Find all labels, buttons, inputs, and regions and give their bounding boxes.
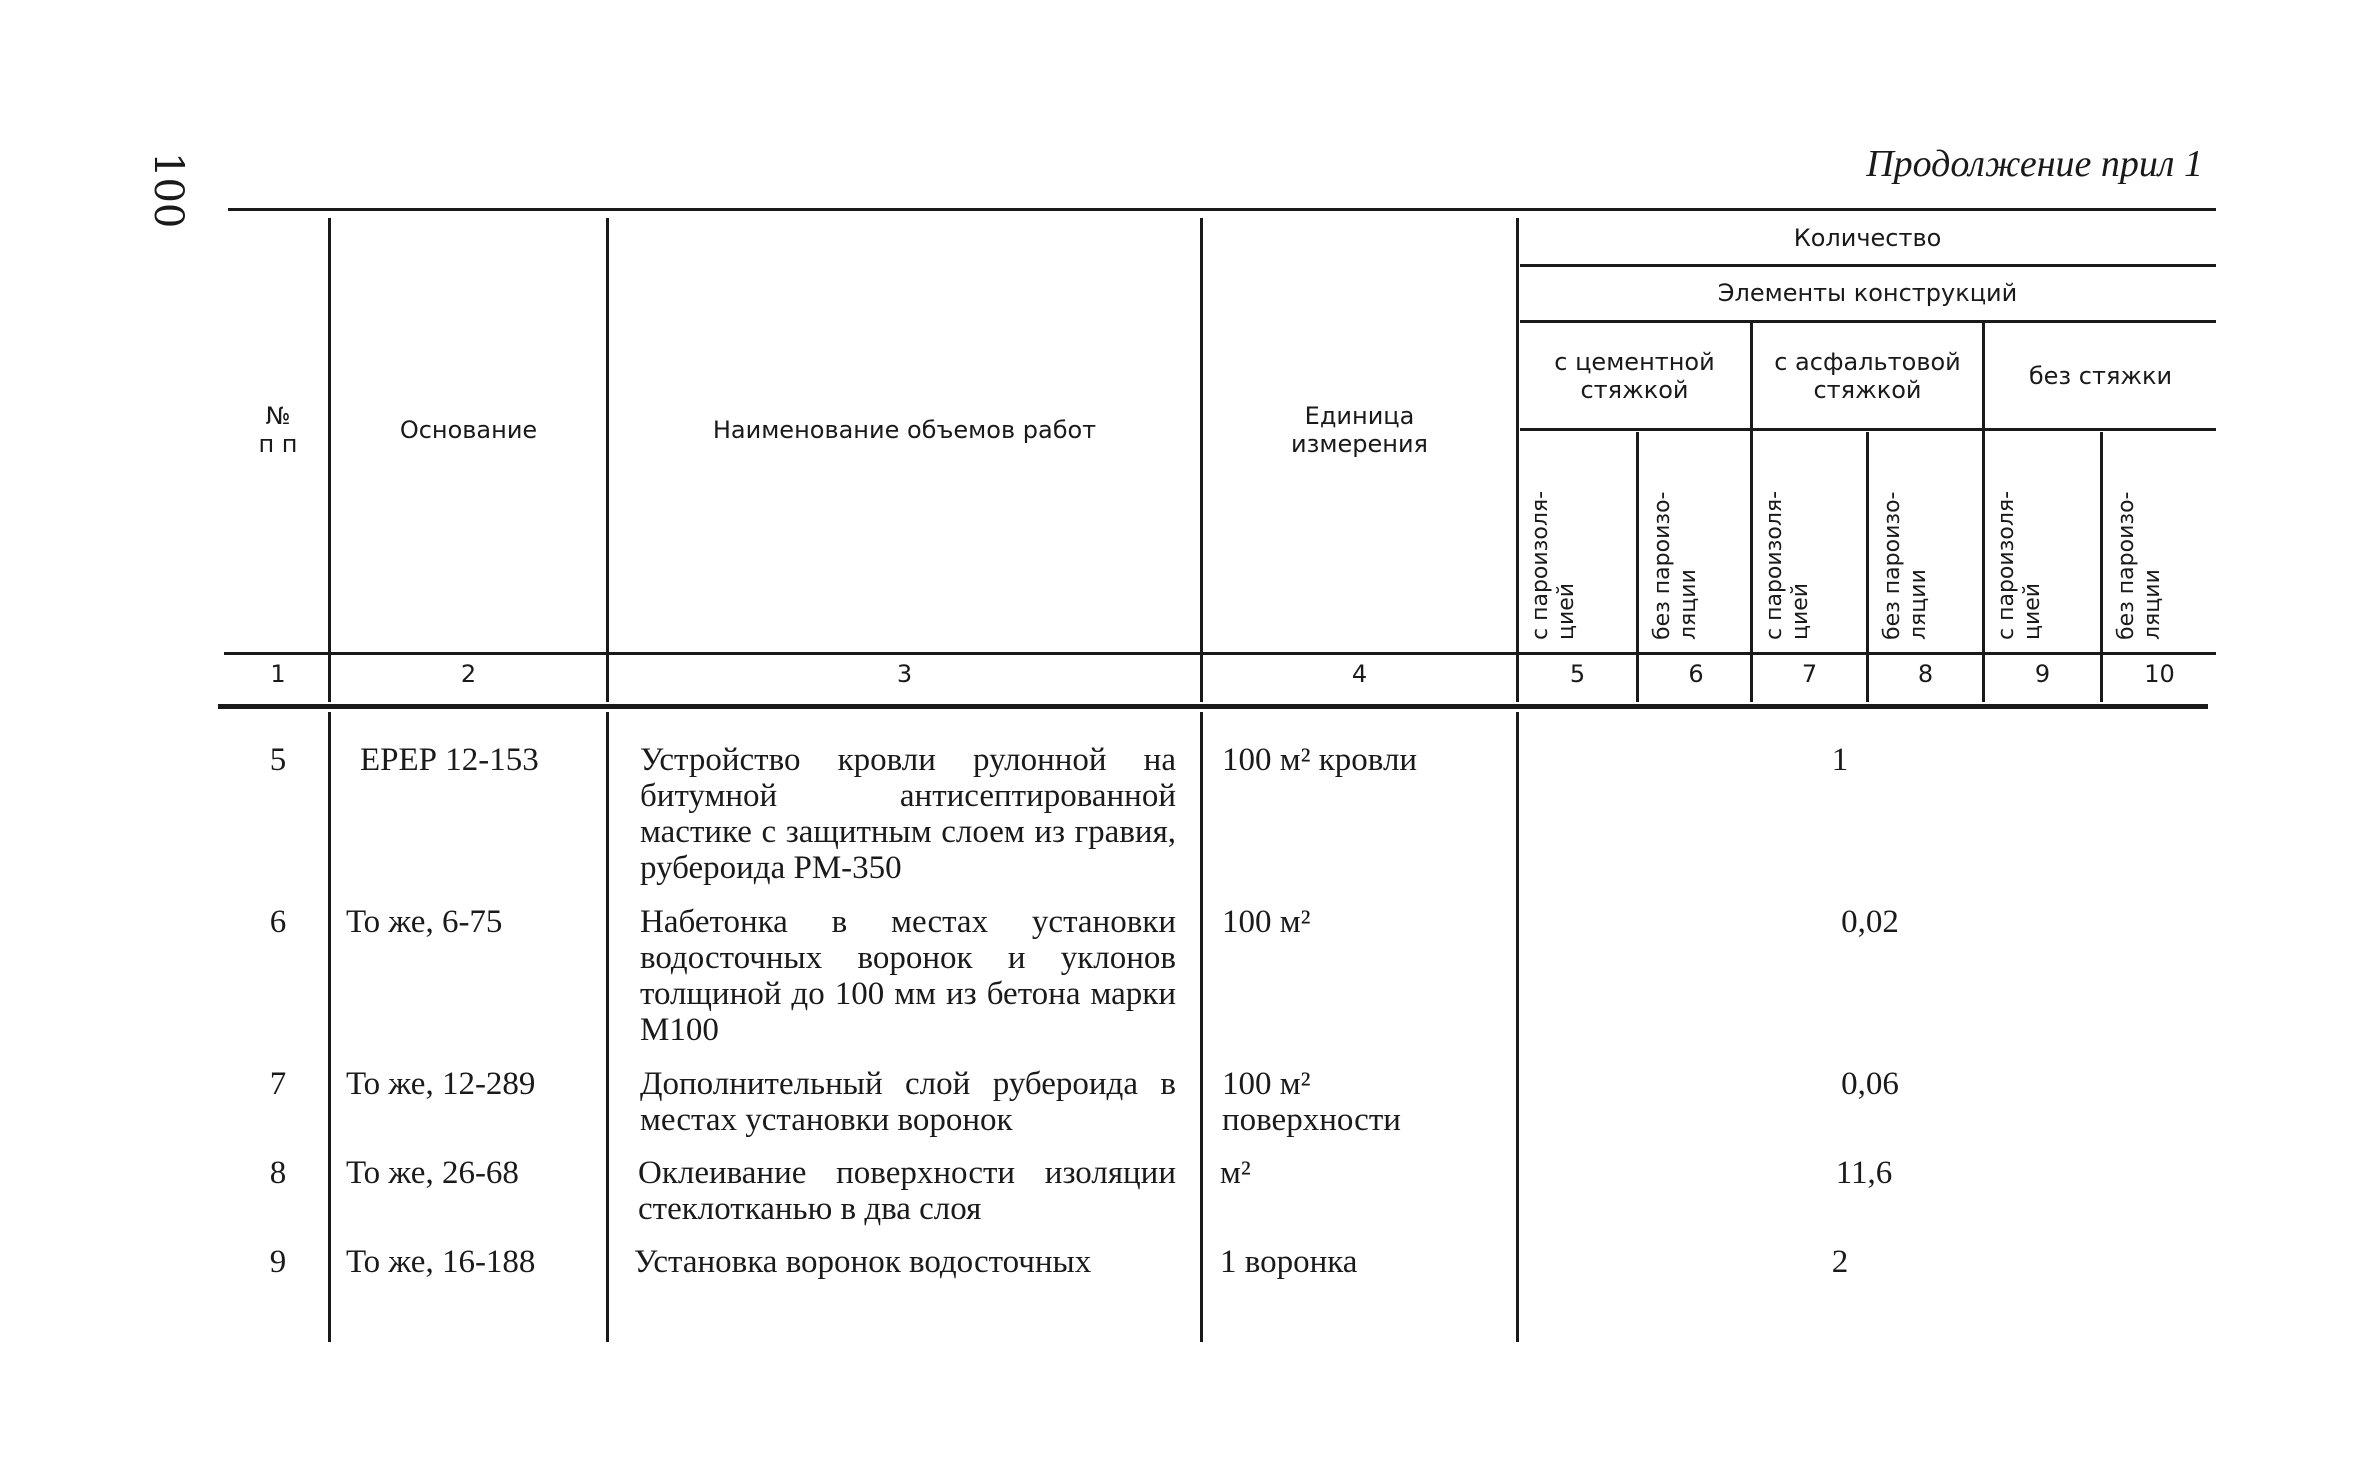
row-7-num: 7 <box>269 1066 287 1102</box>
body-divider-1 <box>328 712 331 1342</box>
colnum-8: 8 <box>1917 660 1934 688</box>
row-9-num: 9 <box>269 1244 287 1280</box>
row-7-basis: То же, 12-289 <box>346 1066 536 1102</box>
body-divider-3 <box>1200 712 1203 1342</box>
row-8-num: 8 <box>269 1155 287 1191</box>
elements-rule <box>1520 320 2216 323</box>
colnum-3: 3 <box>896 660 913 688</box>
header-group-asphalt: с асфальтовой стяжкой <box>1774 348 1961 404</box>
row-5-work: Устройство кровли рулонной на битумной антисептированной мастике с защитным слоем из гравия, рубероида РМ-350 <box>640 742 1176 886</box>
colnum-6: 6 <box>1688 660 1704 688</box>
row-6-basis: То же, 6-75 <box>346 904 503 940</box>
table-top-rule <box>228 208 2216 211</box>
header-bottom-rule <box>224 652 2216 655</box>
colnum-7: 7 <box>1801 660 1818 688</box>
header-work-name: Наименование объемов работ <box>712 416 1097 444</box>
row-7-unit: 100 м² поверхности <box>1222 1066 1401 1138</box>
row-6-work: Набетонка в местах установки водосточных воронок и уклонов толщиной до 100 мм из бетона марки М100 <box>640 904 1176 1048</box>
row-7-qty: 0,06 <box>1841 1066 1899 1102</box>
subheader-6: без пароизо- ляции <box>1650 491 1701 640</box>
row-5-basis: ЕРЕР 12-153 <box>360 742 539 778</box>
row-8-work: Оклеивание поверхности изоляции стеклотканью в два слоя <box>638 1155 1176 1227</box>
subheader-8: без пароизо- ляции <box>1880 491 1931 640</box>
header-basis: Основание <box>399 416 538 444</box>
row-8-basis: То же, 26-68 <box>346 1155 519 1191</box>
row-7-work: Дополнительный слой рубероида в местах установки воронок <box>640 1066 1176 1138</box>
colnum-9: 9 <box>2034 660 2051 688</box>
row-9-unit: 1 воронка <box>1220 1244 1358 1280</box>
row-9-work: Установка воронок водосточных <box>634 1244 1092 1280</box>
header-group-none: без стяжки <box>2028 362 2173 390</box>
header-unit: Единица измерения <box>1291 402 1428 458</box>
header-elements: Элементы конструкций <box>1717 279 2018 307</box>
row-6-num: 6 <box>269 904 287 940</box>
header-num: № п п <box>258 402 298 458</box>
colnum-4: 4 <box>1351 660 1368 688</box>
subheader-9: с пароизоля- цией <box>1994 490 2045 640</box>
row-6-qty: 0,02 <box>1841 904 1899 940</box>
groups-rule <box>1520 428 2216 431</box>
row-9-qty: 2 <box>1831 1244 1849 1280</box>
page-number: 100 <box>145 152 191 229</box>
colnum-10: 10 <box>2144 660 2175 688</box>
row-5-qty: 1 <box>1831 742 1849 778</box>
row-8-unit: м² <box>1220 1155 1251 1191</box>
header-double-rule <box>218 704 2208 709</box>
header-group-cement: с цементной стяжкой <box>1554 348 1715 404</box>
row-6-unit: 100 м² <box>1222 904 1311 940</box>
body-divider-4 <box>1516 712 1519 1342</box>
continuation-title: Продолжение прил 1 <box>1866 143 2203 185</box>
subheader-10: без пароизо- ляции <box>2114 491 2165 640</box>
subheader-5: с пароизоля- цией <box>1528 490 1579 640</box>
body-divider-2 <box>606 712 609 1342</box>
header-quantity: Количество <box>1793 224 1942 252</box>
colnum-2: 2 <box>460 660 477 688</box>
colnum-5: 5 <box>1569 660 1586 688</box>
colnum-1: 1 <box>270 660 286 688</box>
row-5-unit: 100 м² кровли <box>1222 742 1418 778</box>
quantity-rule <box>1520 264 2216 267</box>
subheader-7: с пароизоля- цией <box>1762 490 1813 640</box>
row-5-num: 5 <box>269 742 287 778</box>
row-8-qty: 11,6 <box>1835 1155 1893 1191</box>
row-9-basis: То же, 16-188 <box>346 1244 536 1280</box>
